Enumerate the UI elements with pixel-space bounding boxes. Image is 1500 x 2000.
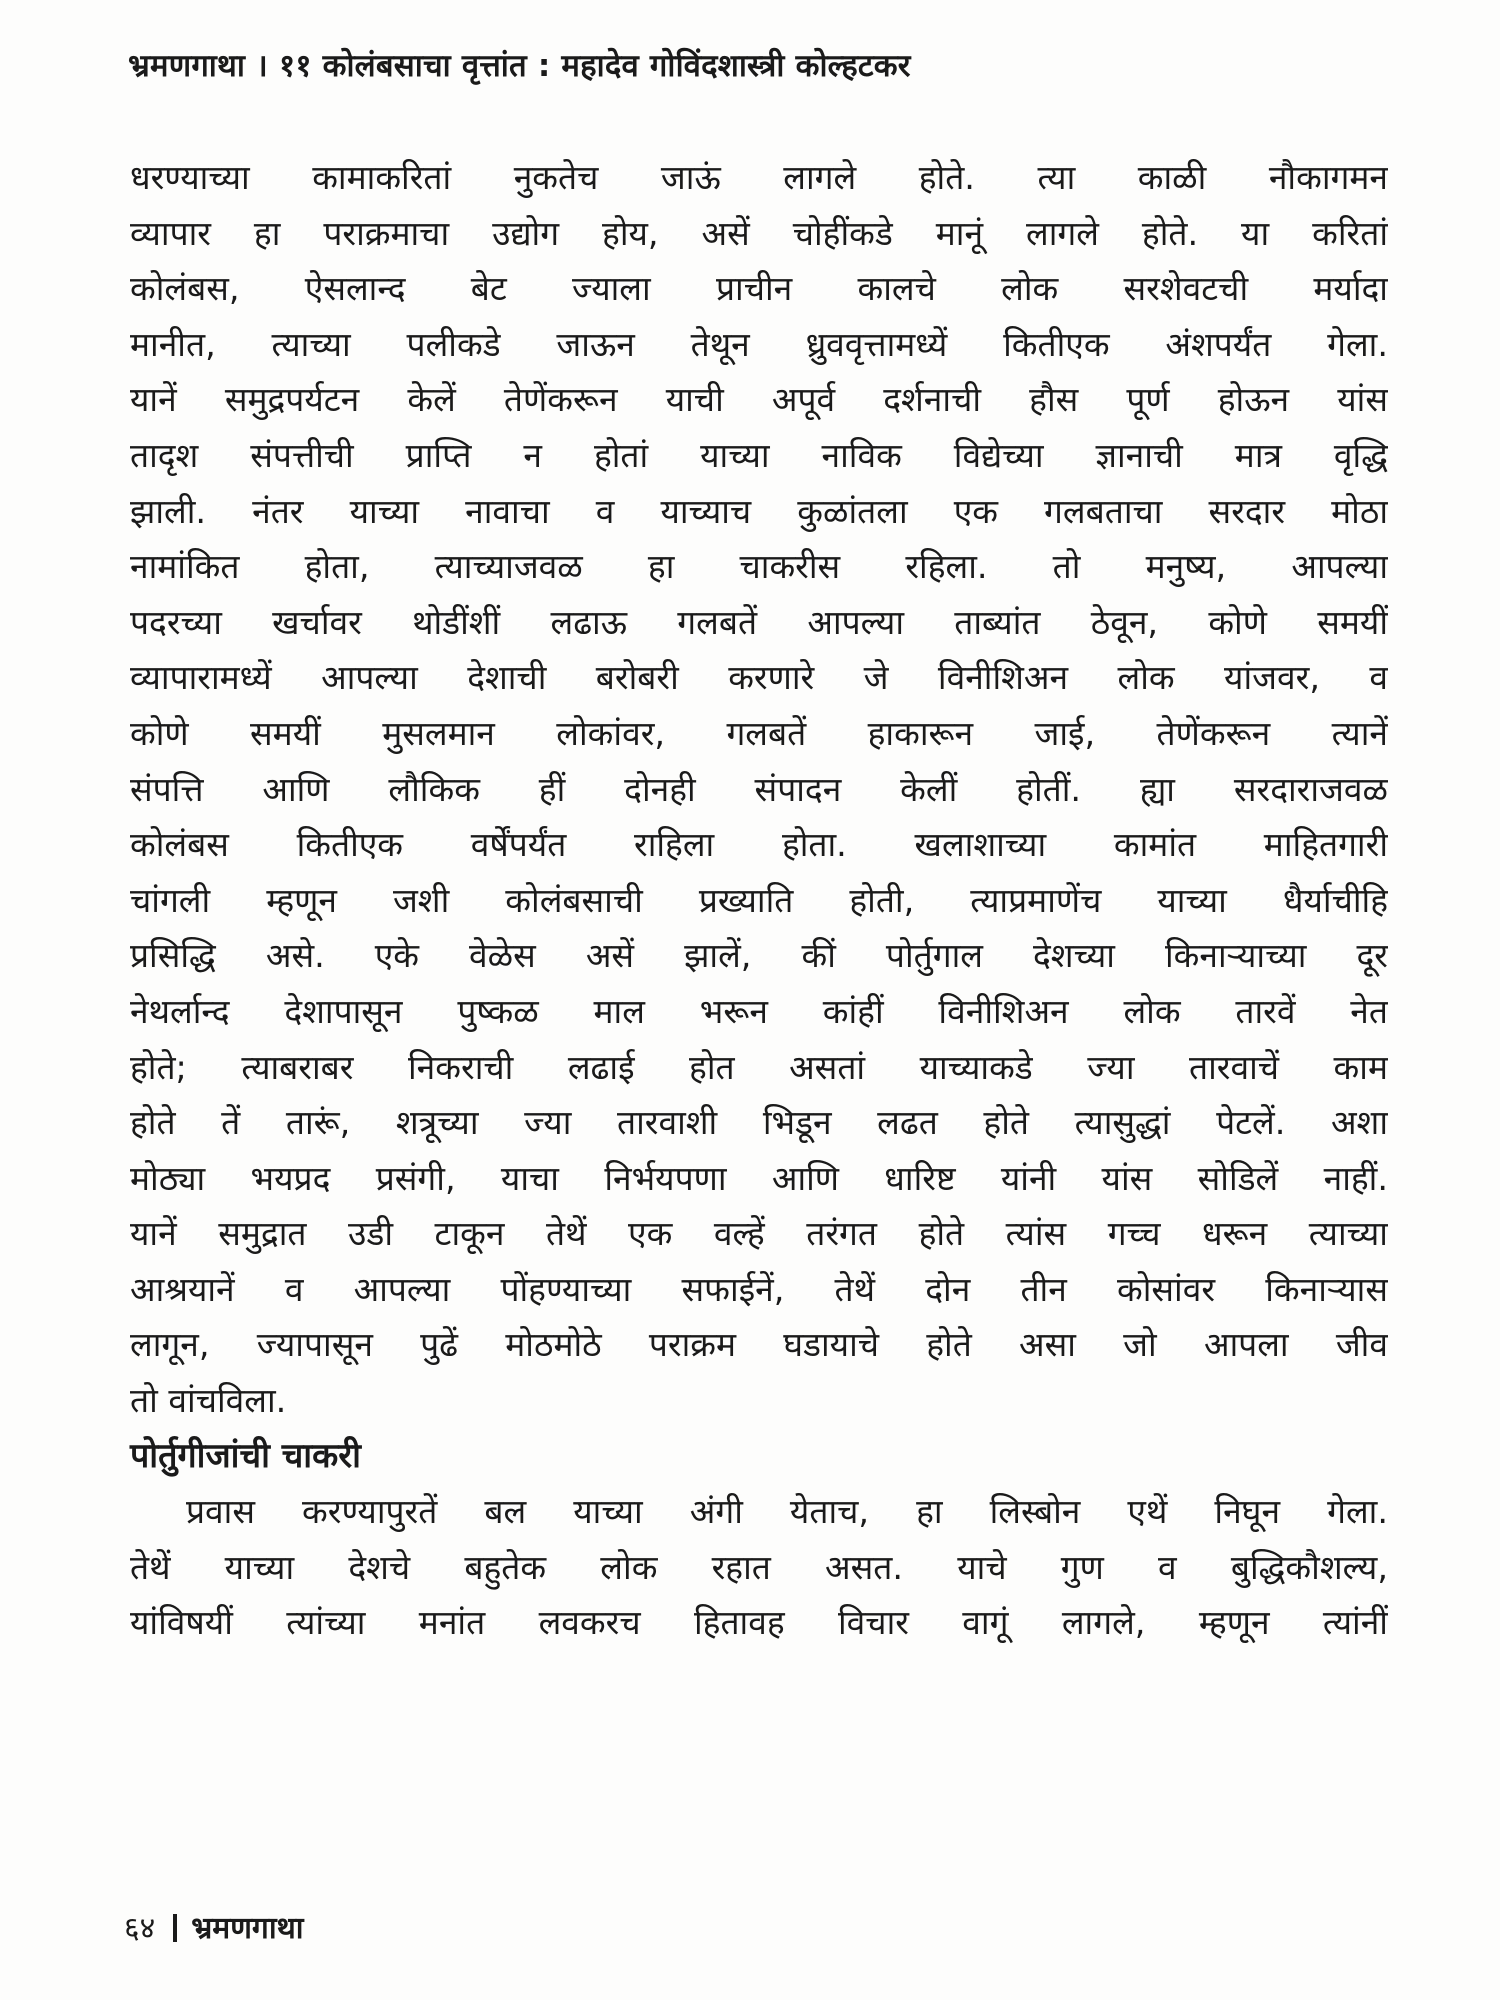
paragraph-1 — [130, 150, 1388, 1429]
running-head: भ्रमणगाथा । ११ कोलंबसाचा वृत्तांत : महादेव गोविंदशास्त्री कोल्हटकर — [128, 48, 911, 84]
text-line: यानें समुद्रपर्यटन केलें तेणेंकरून याची अपूर्व दर्शनाची हौस पूर्ण होऊन यांस — [130, 380, 1388, 420]
text-line: संपत्ति आणि लौकिक हीं दोनही संपादन केलीं होतीं. ह्या सरदाराजवळ — [130, 769, 1388, 809]
text-line: होते; त्याबराबर निकराची लढाई होत असतां याच्याकडे ज्या तारवाचें काम — [130, 1047, 1388, 1087]
footer-divider — [173, 1914, 177, 1942]
page-number: ६४ — [124, 1911, 156, 1946]
text-line: होते तें तारूं, शत्रूच्या ज्या तारवाशी भिडून लढत होते त्यासुद्धां पेटलें. अशा — [130, 1103, 1388, 1143]
text-line: झाली. नंतर याच्या नावाचा व याच्याच कुळांतला एक गलबताचा सरदार मोठा — [130, 491, 1388, 531]
text-line: तादृश संपत्तीची प्राप्ति न होतां याच्या नाविक विद्येच्या ज्ञानाची मात्र वृद्धि — [130, 435, 1388, 475]
text-line: आश्रयानें व आपल्या पोंहण्याच्या सफाईनें, तेथें दोन तीन कोसांवर किनाऱ्यास — [130, 1269, 1388, 1309]
text-line: प्रवास करण्यापुरतें बल याच्या अंगी येताच, हा लिस्बोन एथें निघून गेला. — [186, 1492, 1388, 1532]
text-line: चांगली म्हणून जशी कोलंबसाची प्रख्याति होती, त्याप्रमाणेंच याच्या धैर्याचीहि — [130, 880, 1388, 920]
text-line: पदरच्या खर्चावर थोडींशीं लढाऊ गलबतें आपल्या ताब्यांत ठेवून, कोणे समयीं — [130, 602, 1388, 642]
text-line: तेथें याच्या देशचे बहुतेक लोक रहात असत. याचे गुण व बुद्धिकौशल्य, — [130, 1547, 1388, 1587]
text-line: धरण्याच्या कामाकरितां नुकतेच जाऊं लागले होते. त्या काळी नौकागमन — [130, 158, 1388, 197]
text-line: नेथर्लान्द देशापासून पुष्कळ माल भरून कांहीं विनीशिअन लोक तारवें नेत — [130, 991, 1388, 1031]
section-heading: पोर्तुगीजांची चाकरी — [130, 1435, 361, 1476]
text-line: मोठ्या भयप्रद प्रसंगी, याचा निर्भयपणा आणि धारिष्ट यांनी यांस सोडिलें नाहीं. — [130, 1158, 1388, 1198]
text-line: तो वांचविला. — [130, 1381, 287, 1421]
footer-book-title: भ्रमणगाथा — [191, 1911, 304, 1946]
text-line: व्यापारामध्यें आपल्या देशाची बरोबरी करणारे जे विनीशिअन लोक यांजवर, व — [130, 658, 1388, 698]
text-line: प्रसिद्धि असे. एके वेळेस असें झालें, कीं पोर्तुगाल देशच्या किनाऱ्याच्या दूर — [130, 936, 1388, 976]
text-line: मानीत, त्याच्या पलीकडे जाऊन तेथून ध्रुववृत्तामध्यें कितीएक अंशपर्यंत गेला. — [130, 324, 1388, 364]
text-line: यानें समुद्रात उडी टाकून तेथें एक वल्हें तरंगत होते त्यांस गच्च धरून त्याच्या — [130, 1214, 1388, 1254]
text-line: कोलंबस कितीएक वर्षेंपर्यंत राहिला होता. खलाशाच्या कामांत माहितगारी — [130, 825, 1388, 865]
text-line: लागून, ज्यापासून पुढें मोठमोठे पराक्रम घडायाचे होते असा जो आपला जीव — [130, 1325, 1388, 1365]
text-line: यांविषयीं त्यांच्या मनांत लवकरच हितावह विचार वागूं लागले, म्हणून त्यांनीं — [130, 1603, 1388, 1643]
text-line: कोलंबस, ऐसलान्द बेट ज्याला प्राचीन कालचे लोक सरशेवटची मर्यादा — [130, 269, 1388, 309]
paragraph-2 — [130, 1484, 1388, 1651]
page-footer — [124, 1906, 304, 1947]
body-text — [130, 150, 1388, 1651]
text-line: व्यापार हा पराक्रमाचा उद्योग होय, असें चोहींकडे मानूं लागले होते. या करितां — [130, 213, 1388, 253]
text-line: कोणे समयीं मुसलमान लोकांवर, गलबतें हाकारून जाई, तेणेंकरून त्यानें — [130, 713, 1388, 753]
text-line: नामांकित होता, त्याच्याजवळ हा चाकरीस रहिला. तो मनुष्य, आपल्या — [130, 547, 1388, 587]
